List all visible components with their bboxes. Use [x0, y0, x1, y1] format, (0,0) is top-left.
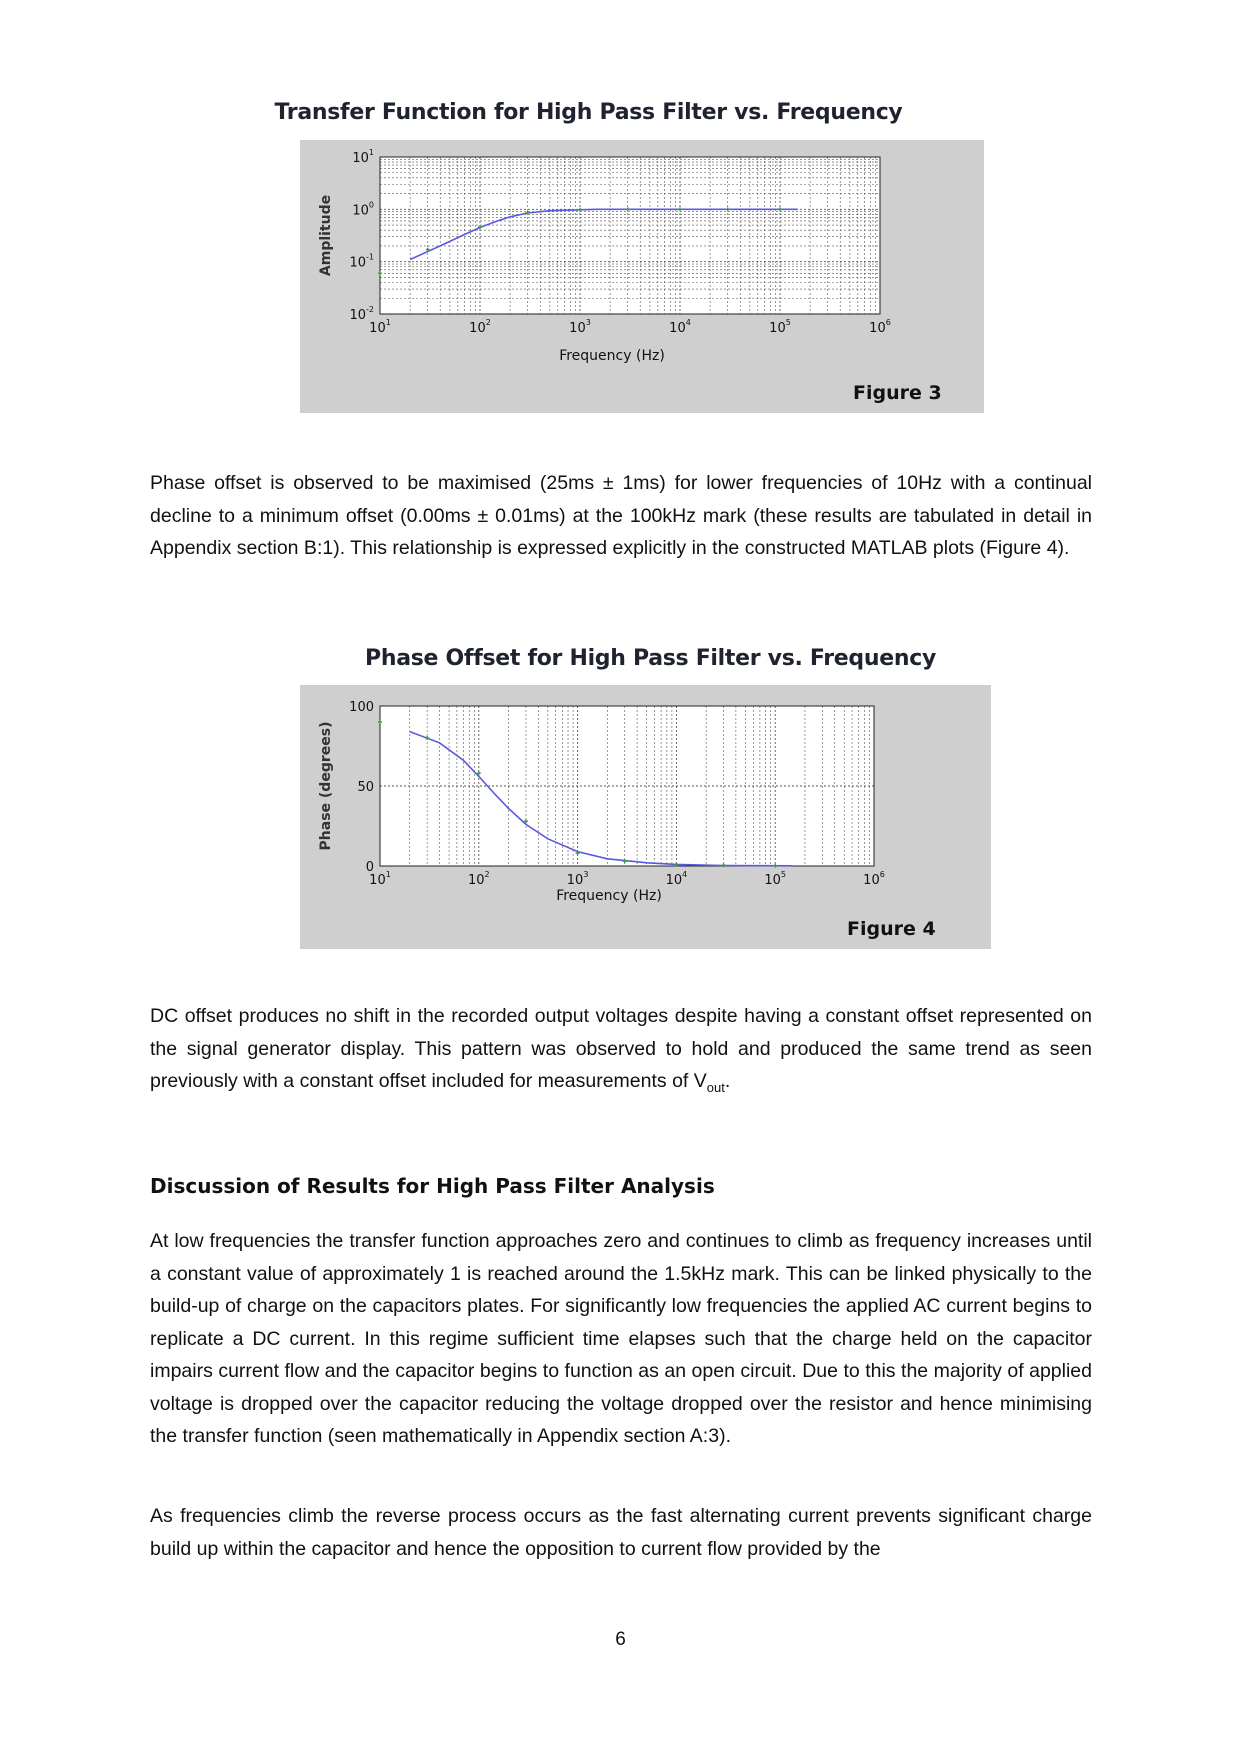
- paragraph-dc-offset-end: .: [724, 1070, 731, 1092]
- figure-4-title: Phase Offset for High Pass Filter vs. Frequency: [365, 646, 936, 671]
- figure-4-panel: [300, 685, 991, 949]
- y-tick-label: $10^{-1}$: [349, 252, 374, 271]
- y-tick-label: $10^1$: [352, 148, 374, 166]
- figure-3-chart: [300, 140, 984, 413]
- x-tick-label: $10^6$: [869, 318, 891, 336]
- y-axis-label: Amplitude: [318, 194, 334, 277]
- figure-3-title: Transfer Function for High Pass Filter vs. Frequency: [274, 100, 903, 125]
- x-axis-label: Frequency (Hz): [556, 888, 662, 904]
- figure-4-chart: [300, 685, 991, 949]
- plot-area: [380, 706, 874, 866]
- x-tick-label: $10^6$: [863, 870, 885, 888]
- y-tick-label: 50: [357, 780, 374, 795]
- x-tick-label: $10^4$: [665, 870, 688, 888]
- x-tick-label: $10^2$: [467, 870, 490, 888]
- figure-4-label: Figure 4: [847, 918, 936, 940]
- y-tick-label: $10^0$: [352, 200, 374, 219]
- vout-subscript: out: [706, 1079, 725, 1095]
- x-tick-label: $10^5$: [764, 870, 787, 888]
- x-tick-label: $10^2$: [469, 318, 491, 336]
- x-tick-label: $10^4$: [669, 318, 691, 336]
- x-tick-label: $10^5$: [769, 318, 791, 336]
- paragraph-phase-offset: Phase offset is observed to be maximised (25ms ± 1ms) for lower frequencies of 10Hz with a continual decline to a minimum offset (0.00ms ± 0.01ms) at the 100kHz mark (these results are tabulated in detail in Appendix section B:1). This relationship is expressed explicitly in the constructed MATLAB plots (Figure 4).: [150, 472, 1092, 559]
- y-axis-label: Phase (degrees): [318, 721, 334, 851]
- figure-3-panel: [300, 140, 984, 413]
- x-tick-label: $10^3$: [566, 870, 589, 888]
- y-tick-label: 100: [349, 700, 374, 715]
- paragraph-dc-offset: [150, 1000, 1092, 1104]
- page-number: 6: [615, 1629, 626, 1650]
- x-tick-label: $10^1$: [369, 870, 391, 888]
- x-axis-label: Frequency (Hz): [559, 348, 665, 364]
- figure-3-label: Figure 3: [853, 382, 942, 404]
- x-tick-label: $10^1$: [369, 318, 391, 336]
- plot-area: [380, 157, 880, 314]
- section-heading: Discussion of Results for High Pass Filter Analysis: [150, 1174, 715, 1198]
- y-tick-label: 0: [365, 860, 374, 875]
- paragraph-discussion-1: At low frequencies the transfer function approaches zero and continues to climb as frequency increases until a constant value of approximately 1 is reached around the 1.5kHz mark. This can be linked physically to the build-up of charge on the capacitors plates. For significantly low frequencies the applied AC current begins to replicate a DC current. In this regime sufficient time elapses such that the charge held on the capacitor impairs current flow and the capacitor begins to function as an open circuit. Due to this the majority of applied voltage is dropped over the capacitor reducing the voltage dropped over the resistor and hence minimising the transfer function (seen mathematically in Appendix section A:3).: [150, 1230, 1092, 1447]
- y-tick-label: $10^{-2}$: [349, 305, 374, 323]
- paragraph-discussion-2: As frequencies climb the reverse process occurs as the fast alternating current prevents significant charge build up within the capacitor and hence the opposition to current flow provided by the: [150, 1505, 1092, 1560]
- x-tick-label: $10^3$: [569, 318, 591, 336]
- paragraph-dc-offset-text: DC offset produces no shift in the recorded output voltages despite having a constant offset represented on the signal generator display. This pattern was observed to hold and produced the same trend as seen previously with a constant offset included for measurements of V: [150, 1005, 1092, 1092]
